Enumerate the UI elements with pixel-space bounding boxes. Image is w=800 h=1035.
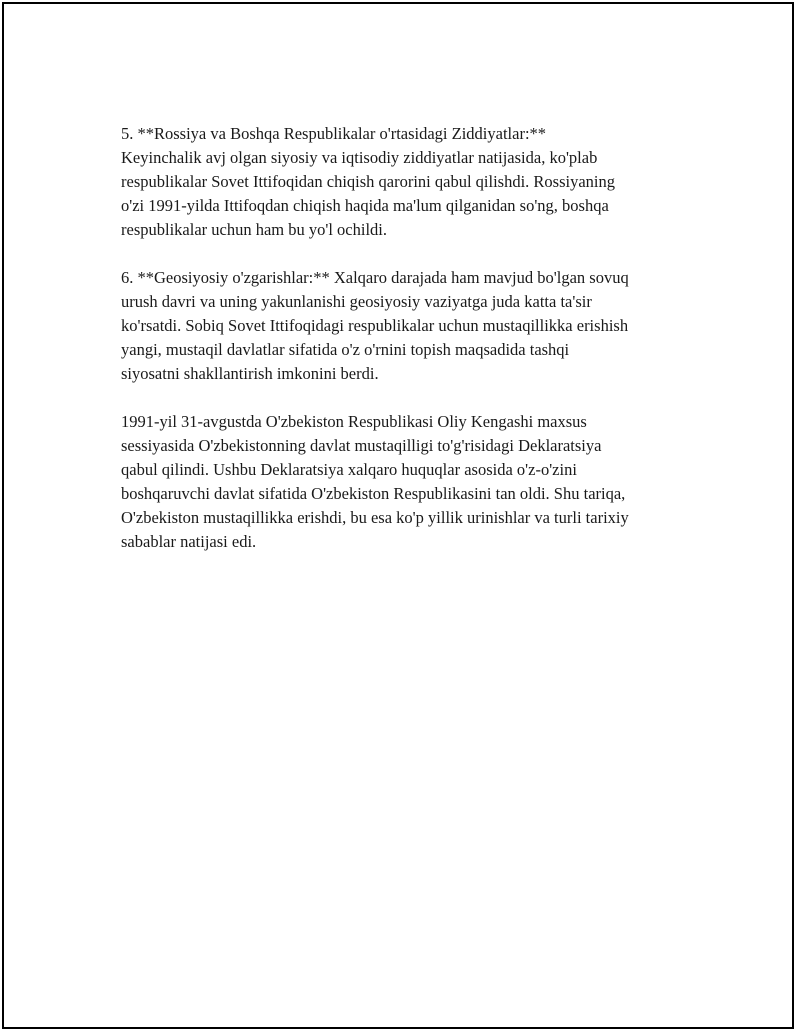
document-body xyxy=(121,122,701,578)
paragraph-geopolitics-russia: 5. **Rossiya va Boshqa Respublikalar o'rtasidagi Ziddiyatlar:** Keyinchalik avj olgan siyosiy va iqtisodiy ziddiyatlar natijasida, ko'plab respublikalar Sovet Ittifoqidan chiqish qarorini qabul qilishdi. Rossiyaning o'zi 1991-yilda Ittifoqdan chiqish haqida ma'lum qilganidan so'ng, boshqa respublikalar uchun ham bu yo'l ochildi. xyxy=(121,124,616,239)
paragraph-geopolitical-changes: 6. **Geosiyosiy o'zgarishlar:** Xalqaro darajada ham mavjud bo'lgan sovuq urush davri va uning yakunlanishi geosiyosiy vaziyatga juda katta ta'sir ko'rsatdi. Sobiq Sovet Ittifoqidagi respublikalar uchun mustaqillikka erishish yangi, mustaqil davlatlar sifatida o'z o'rnini topish maqsadida tashqi siyosatni shakllantirish imkonini berdi. xyxy=(121,268,629,383)
paragraph-independence-declaration: 1991-yil 31-avgustda O'zbekiston Respublikasi Oliy Kengashi maxsus sessiyasida O'zbekistonning davlat mustaqilligi to'g'risidagi Deklaratsiya qabul qilindi. Ushbu Deklaratsiya xalqaro huquqlar asosida o'z-o'zini boshqaruvchi davlat sifatida O'zbekiston Respublikasini tan oldi. Shu tariqa, O'zbekiston mustaqillikka erishdi, bu esa ko'p yillik urinishlar va turli tarixiy sabablar natijasi edi. xyxy=(121,412,629,551)
document-page xyxy=(2,2,794,1029)
